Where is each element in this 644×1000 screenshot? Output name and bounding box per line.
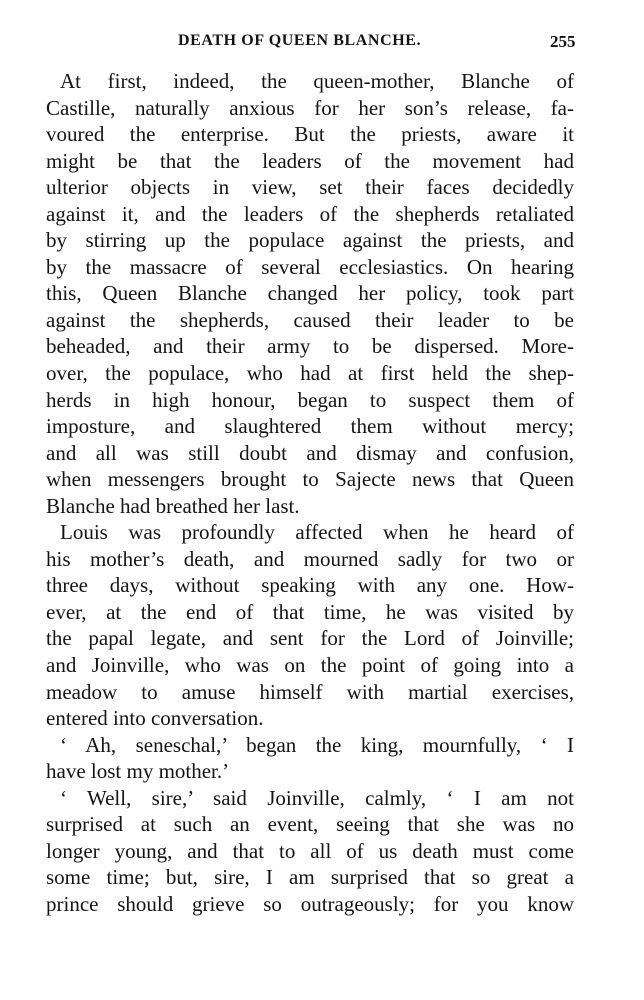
text-line: against it, and the leaders of the shepherds retaliated bbox=[46, 201, 574, 226]
text-line: meadow to amuse himself with martial exercises, bbox=[46, 679, 574, 704]
text-line: by the massacre of several ecclesiastics. On hearing bbox=[46, 254, 574, 279]
text-line: ulterior objects in view, set their faces decidedly bbox=[46, 175, 574, 200]
text-line: surprised at such an event, seeing that she was no bbox=[46, 812, 574, 837]
text-line: Louis was profoundly affected when he heard of bbox=[60, 520, 574, 545]
text-line: over, the populace, who had at first held the shep- bbox=[46, 361, 574, 386]
text-line: ever, at the end of that time, he was visited by bbox=[46, 599, 574, 624]
running-title: DEATH OF QUEEN BLANCHE. bbox=[178, 32, 422, 49]
text-line: his mother’s death, and mourned sadly for two or bbox=[46, 546, 574, 571]
text-line: and all was still doubt and dismay and confusion, bbox=[46, 440, 574, 465]
text-line: Blanche had breathed her last. bbox=[46, 493, 300, 518]
text-line: when messengers brought to Sajecte news that Queen bbox=[46, 467, 574, 492]
text-line: three days, without speaking with any one. How- bbox=[46, 573, 574, 598]
body-text bbox=[46, 68, 574, 918]
text-line: Castille, naturally anxious for her son’s release, fa- bbox=[46, 95, 574, 120]
text-line: voured the enterprise. But the priests, aware it bbox=[46, 122, 574, 147]
text-line: beheaded, and their army to be dispersed. More- bbox=[46, 334, 574, 359]
text-line: some time; but, sire, I am surprised that so great a bbox=[46, 865, 574, 890]
text-line: by stirring up the populace against the priests, and bbox=[46, 228, 574, 253]
text-line: ‘ Ah, seneschal,’ began the king, mournfully, ‘ I bbox=[60, 732, 574, 757]
text-line: might be that the leaders of the movement had bbox=[46, 148, 574, 173]
text-line: prince should grieve so outrageously; for you know bbox=[46, 891, 574, 916]
text-line: longer young, and that to all of us death must come bbox=[46, 838, 574, 863]
text-line: ‘ Well, sire,’ said Joinville, calmly, ‘ I am not bbox=[60, 785, 574, 810]
text-line: this, Queen Blanche changed her policy, took part bbox=[46, 281, 574, 306]
text-line: against the shepherds, caused their leader to be bbox=[46, 307, 574, 332]
page-number: 255 bbox=[550, 32, 576, 51]
text-line: imposture, and slaughtered them without mercy; bbox=[46, 414, 574, 439]
text-line: have lost my mother.’ bbox=[46, 759, 230, 784]
text-line: and Joinville, who was on the point of going into a bbox=[46, 653, 574, 678]
text-line: herds in high honour, began to suspect them of bbox=[46, 387, 574, 412]
text-line: At first, indeed, the queen-mother, Blanche of bbox=[60, 69, 574, 93]
running-header bbox=[0, 32, 644, 56]
text-line: entered into conversation. bbox=[46, 706, 264, 731]
text-line: the papal legate, and sent for the Lord of Joinville; bbox=[46, 626, 574, 651]
